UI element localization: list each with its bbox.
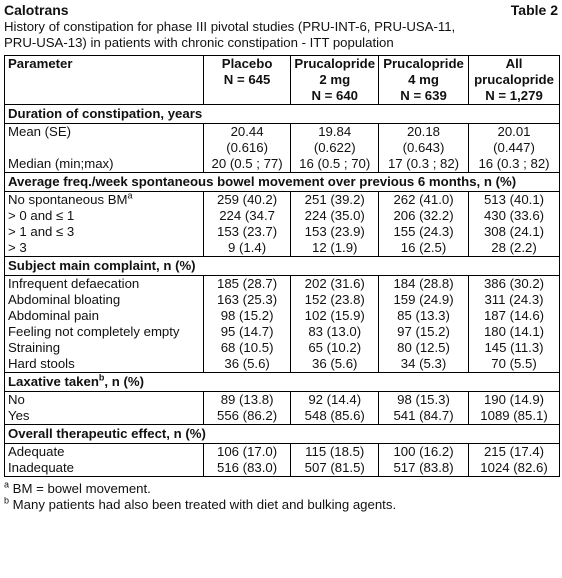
row-label: Infrequent defaecation: [5, 276, 204, 293]
table-row: [5, 408, 560, 425]
row-label: Inadequate: [5, 460, 204, 477]
table-cell: 206 (32.2): [379, 208, 469, 224]
table-cell: 190 (14.9): [469, 392, 560, 409]
table-row: [5, 276, 560, 293]
table-cell: 97 (15.2): [379, 324, 469, 340]
table-cell: 36 (5.6): [291, 356, 379, 373]
table-row: [5, 208, 560, 224]
table-cell: 224 (35.0): [291, 208, 379, 224]
table-cell: 556 (86.2): [203, 408, 291, 425]
table-cell: 83 (13.0): [291, 324, 379, 340]
section-header-row: [5, 257, 560, 276]
table-number: Table 2: [510, 2, 558, 18]
table-cell: 517 (83.8): [379, 460, 469, 477]
row-label: > 3: [5, 240, 204, 257]
row-label: Hard stools: [5, 356, 204, 373]
publication-title: Calotrans: [4, 2, 69, 18]
table-cell: 145 (11.3): [469, 340, 560, 356]
table-cell: 430 (33.6): [469, 208, 560, 224]
table-row: [5, 192, 560, 209]
table-cell: 95 (14.7): [203, 324, 291, 340]
table-row: [5, 308, 560, 324]
table-cell: 16 (0.5 ; 70): [291, 156, 379, 173]
table-cell: 20.44: [203, 124, 291, 141]
table-cell: 262 (41.0): [379, 192, 469, 209]
table-cell: 153 (23.9): [291, 224, 379, 240]
table-cell: 16 (0.3 ; 82): [469, 156, 560, 173]
column-header-row: [5, 56, 560, 105]
table-cell: 215 (17.4): [469, 444, 560, 461]
table-cell: 68 (10.5): [203, 340, 291, 356]
table-row: [5, 460, 560, 477]
row-label: Mean (SE): [5, 124, 204, 141]
column-header-pru-4mg: Prucalopride 4 mg N = 639: [379, 56, 469, 105]
row-label: [5, 140, 204, 156]
row-label: Yes: [5, 408, 204, 425]
table-cell: 115 (18.5): [291, 444, 379, 461]
footnotes: [4, 481, 558, 513]
table-cell: 12 (1.9): [291, 240, 379, 257]
table-cell: (0.643): [379, 140, 469, 156]
table-cell: 100 (16.2): [379, 444, 469, 461]
row-label: Abdominal bloating: [5, 292, 204, 308]
table-cell: 185 (28.7): [203, 276, 291, 293]
row-label: > 1 and ≤ 3: [5, 224, 204, 240]
table-row: [5, 140, 560, 156]
table-cell: 9 (1.4): [203, 240, 291, 257]
footnote: $^a$ BM = bowel movement.: [4, 479, 151, 496]
table-cell: 20.01: [469, 124, 560, 141]
section-title: Subject main complaint, n (%): [5, 257, 560, 276]
table-row: [5, 292, 560, 308]
table-cell: 80 (12.5): [379, 340, 469, 356]
table-cell: 202 (31.6): [291, 276, 379, 293]
section-header-row: [5, 425, 560, 444]
table-cell: 513 (40.1): [469, 192, 560, 209]
table-row: [5, 156, 560, 173]
table-cell: 548 (85.6): [291, 408, 379, 425]
table-cell: 155 (24.3): [379, 224, 469, 240]
table-row: [5, 392, 560, 409]
table-cell: 89 (13.8): [203, 392, 291, 409]
footnote: $^b$ Many patients had also been treated with diet and bulking agents.: [4, 495, 397, 512]
row-label: Straining: [5, 340, 204, 356]
column-header-parameter: Parameter: [5, 56, 204, 105]
section-header-row: [5, 173, 560, 192]
table-cell: 251 (39.2): [291, 192, 379, 209]
table-row: [5, 356, 560, 373]
section-title: Laxative taken$^b$, n (%): [5, 373, 560, 392]
table-cell: 386 (30.2): [469, 276, 560, 293]
table-cell: (0.622): [291, 140, 379, 156]
caption-line: History of constipation for phase III pivotal studies (PRU-INT-6, PRU-USA-11,: [4, 19, 456, 34]
caption-line: PRU-USA-13) in patients with chronic constipation - ITT population: [4, 35, 394, 50]
table-cell: 106 (17.0): [203, 444, 291, 461]
table-cell: 19.84: [291, 124, 379, 141]
table-body: [5, 105, 560, 477]
data-table: [4, 55, 560, 477]
table-cell: 20.18: [379, 124, 469, 141]
table-cell: 70 (5.5): [469, 356, 560, 373]
table-row: [5, 224, 560, 240]
table-cell: 1089 (85.1): [469, 408, 560, 425]
table-cell: 34 (5.3): [379, 356, 469, 373]
table-cell: 152 (23.8): [291, 292, 379, 308]
table-cell: (0.616): [203, 140, 291, 156]
table-cell: 16 (2.5): [379, 240, 469, 257]
table-cell: 102 (15.9): [291, 308, 379, 324]
table-cell: 98 (15.2): [203, 308, 291, 324]
table-cell: 180 (14.1): [469, 324, 560, 340]
row-label: > 0 and ≤ 1: [5, 208, 204, 224]
table-row: [5, 444, 560, 461]
table-cell: 224 (34.7: [203, 208, 291, 224]
table-cell: 28 (2.2): [469, 240, 560, 257]
column-header-all-pru: All prucalopride N = 1,279: [469, 56, 560, 105]
table-row: [5, 124, 560, 141]
document-header: [4, 2, 558, 19]
table-cell: 184 (28.8): [379, 276, 469, 293]
section-title: Overall therapeutic effect, n (%): [5, 425, 560, 444]
table-cell: 65 (10.2): [291, 340, 379, 356]
table-cell: (0.447): [469, 140, 560, 156]
table-cell: 163 (25.3): [203, 292, 291, 308]
section-header-row: [5, 373, 560, 392]
table-row: [5, 240, 560, 257]
row-label: No spontaneous $BM^a$: [5, 192, 204, 209]
column-header-pru-2mg: Prucalopride 2 mg N = 640: [291, 56, 379, 105]
table-cell: 541 (84.7): [379, 408, 469, 425]
table-row: [5, 324, 560, 340]
table-cell: 159 (24.9): [379, 292, 469, 308]
table-cell: 187 (14.6): [469, 308, 560, 324]
row-label: Adequate: [5, 444, 204, 461]
table-cell: 92 (14.4): [291, 392, 379, 409]
section-header-row: [5, 105, 560, 124]
table-row: [5, 340, 560, 356]
table-cell: 516 (83.0): [203, 460, 291, 477]
table-cell: 1024 (82.6): [469, 460, 560, 477]
section-title: Duration of constipation, years: [5, 105, 560, 124]
column-header-placebo: Placebo N = 645: [203, 56, 291, 105]
table-cell: 153 (23.7): [203, 224, 291, 240]
table-cell: 36 (5.6): [203, 356, 291, 373]
row-label: Feeling not completely empty: [5, 324, 204, 340]
table-cell: 507 (81.5): [291, 460, 379, 477]
table-cell: 308 (24.1): [469, 224, 560, 240]
table-cell: 20 (0.5 ; 77): [203, 156, 291, 173]
section-title: Average freq./week spontaneous bowel movement over previous 6 months, n (%): [5, 173, 560, 192]
table-caption: [4, 19, 558, 51]
row-label: No: [5, 392, 204, 409]
table-cell: 311 (24.3): [469, 292, 560, 308]
table-cell: 98 (15.3): [379, 392, 469, 409]
row-label: Abdominal pain: [5, 308, 204, 324]
table-cell: 85 (13.3): [379, 308, 469, 324]
row-label: Median (min;max): [5, 156, 204, 173]
table-cell: 17 (0.3 ; 82): [379, 156, 469, 173]
table-cell: 259 (40.2): [203, 192, 291, 209]
